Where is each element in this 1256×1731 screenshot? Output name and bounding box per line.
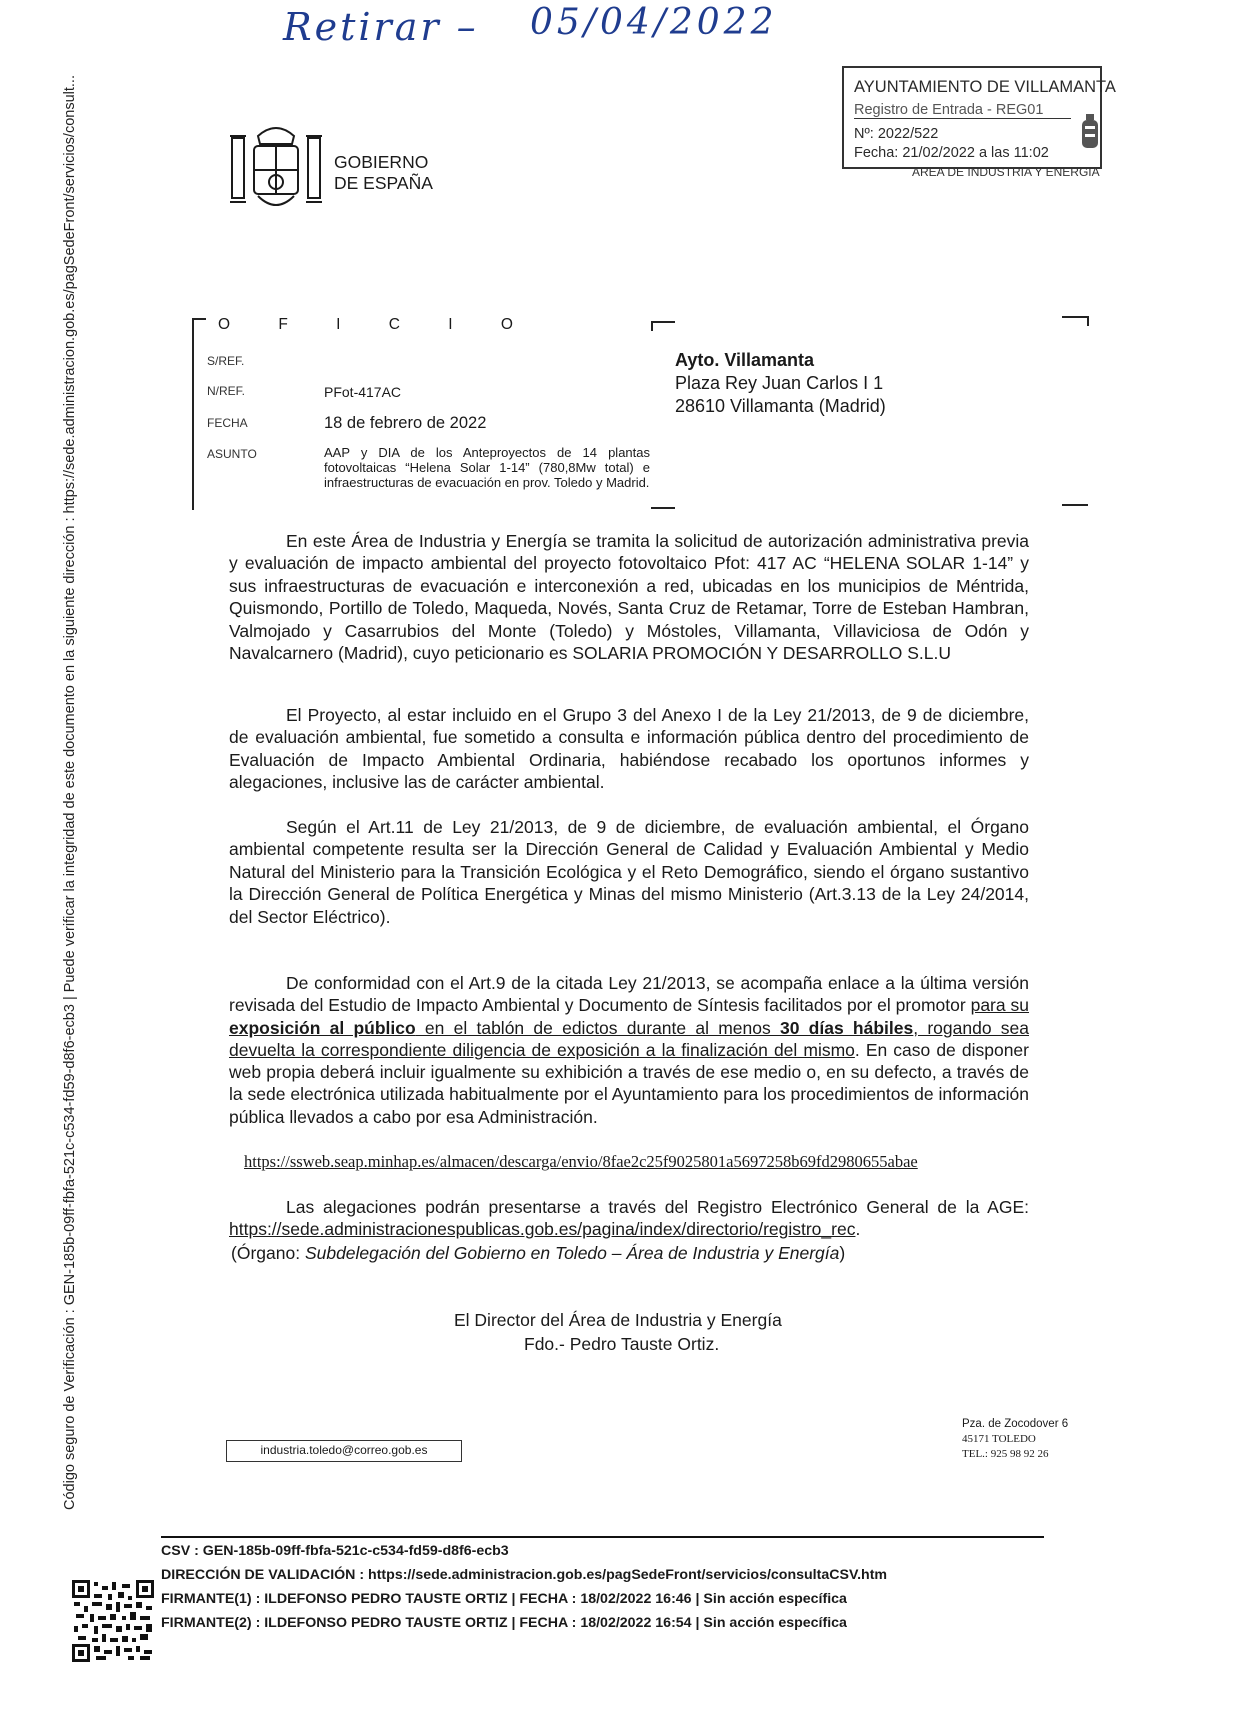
logo-line2: DE ESPAÑA [334,173,433,193]
recipient-bracket-bl [651,507,675,509]
oficio-bracket-top [192,318,206,320]
organo-close: ) [839,1243,846,1263]
fecha-value: 18 de febrero de 2022 [324,414,487,432]
fecha-label: FECHA [207,416,248,430]
asunto-value: AAP y DIA de los Anteproyectos de 14 plantas fotovoltaicas “Helena Solar 1-14” (780,8Mw total) e infraestructuras de evacuación en prov. Toledo y Madrid. [324,445,650,491]
sref-label: S/REF. [207,354,245,368]
address-line1: Pza. de Zocodover 6 [962,1418,1069,1430]
paragraph-2: El Proyecto, al estar incluido en el Grupo 3 del Anexo I de la Ley 21/2013, de 9 de diciembre, de evaluación ambiental, fue sometido a consulta e información pública dentro del procedimiento de Evaluación de Impacto Ambiental Ordinaria, habiéndose recabado los oportunos informes y alegaciones, inclusive las de carácter ambiental. [229,705,1029,793]
p4-underlined-2: en el tablón de edictos durante al menos [415,1017,780,1038]
svg-text:05/04/2022: 05/04/2022 [530,2,775,43]
organo-name: Subdelegación del Gobierno en Toledo – Área de Industria y Energía [304,1243,840,1263]
email-box [226,1440,462,1462]
verification-sidebar-text: Código seguro de Verificación : GEN-185b-09ff-fbfa-521c-c534-fd59-d8f6-ecb3 | Puede verificar la integridad de este documento en la siguiente dirección : https://sede.administracion.gob.es/pagSedeFront/servicios/consult... [62,75,78,1510]
p4-bold-exposicion: exposición al público [229,1017,416,1038]
organo-line [231,1243,845,1264]
stamp-shield-icon [1080,112,1100,154]
p5-end: . [855,1219,861,1240]
p4-intro: De conformidad con el Art.9 de la citada Ley 21/2013, se acompaña enlace a la última versión revisada del Estudio de Impacto Ambiental y Documento de Síntesis facilitados por el promotor [229,973,1029,1016]
stamp-area: AREA DE INDUSTRIA Y ENERGIA [912,168,1100,178]
paragraph-1: En este Área de Industria y Energía se tramita la solicitud de autorización administrativa previa y evaluación de impacto ambiental del proyecto fotovoltaico Pfot: 417 AC “HELENA SOLAR 1-14” y sus infraestructuras de evacuación e interconexión a red, ubicadas en los municipios de Méntrida, Quismondo, Portillo de Toledo, Maqueda, Novés, Santa Cruz de Retamar, Torre de Esteban Hambran, Valmojado y Casarrubios del Monte (Toledo) y Móstoles, Villamanta, Villaviciosa de Odón y Navalcarnero (Madrid), cuyo peticionario es SOLARIA PROMOCIÓN Y DESARROLLO S.L.U [229,531,1029,664]
recipient-bracket-tl-v [651,321,653,331]
footer-rule [161,1536,1044,1538]
recipient-bracket-tl-h [651,321,675,323]
p5-text: Las alegaciones podrán presentarse a través del Registro Electrónico General de la AGE: [286,1197,1029,1217]
registry-stamp [842,66,1116,169]
footer-firmante2: FIRMANTE(2) : ILDEFONSO PEDRO TAUSTE ORTIZ | FECHA : 18/02/2022 16:54 | Sin acción específica [161,1615,847,1631]
handwritten-note [275,2,775,61]
government-logo-text [334,152,433,194]
registro-link[interactable]: https://sede.administracionespublicas.gob.es/pagina/index/directorio/registro_rec [229,1219,856,1240]
oficio-bracket-left [192,318,194,510]
nref-label: N/REF. [207,384,246,398]
coat-of-arms-icon [228,118,324,224]
p4-bold-30-dias: 30 días hábiles [779,1017,914,1038]
download-link[interactable]: https://ssweb.seap.minhap.es/almacen/descarga/envio/8fae2c25f9025801a5697258b69fd2980655abae [244,1152,918,1171]
organo-open: (Órgano: [231,1243,305,1263]
recipient-bracket-tr-v [1087,316,1089,326]
address-tel: TEL.: 925 98 92 26 [962,1448,1049,1460]
oficio-title: O F I C I O [218,316,535,333]
p4-underlined-3: , rogando sea devuelta la correspondiente diligencia de exposición a la finalización del mismo [229,1017,1029,1060]
recipient-name: Ayto. Villamanta [675,350,815,370]
recipient-bracket-tr-h [1062,316,1088,318]
footer-direccion: DIRECCIÓN DE VALIDACIÓN : https://sede.administracion.gob.es/pagSedeFront/servicios/consultaCSV.htm [161,1567,888,1583]
stamp-numero: Nº: 2022/522 [854,126,939,142]
qr-code-icon [72,1580,154,1662]
asunto-label: ASUNTO [207,447,257,461]
paragraph-5 [229,1196,1029,1241]
recipient-bracket-br [1062,504,1088,506]
footer-firmante1: FIRMANTE(1) : ILDEFONSO PEDRO TAUSTE ORTIZ | FECHA : 18/02/2022 16:46 | Sin acción específica [161,1591,847,1607]
email-text: industria.toledo@correo.gob.es [260,1443,428,1457]
recipient-city: 28610 Villamanta (Madrid) [675,396,886,416]
stamp-registro: Registro de Entrada - REG01 [854,102,1071,119]
handwritten-note-graphic [275,2,775,52]
p4-rest: . En caso de disponer web propia deberá incluir igualmente su exhibición a través de ese medio o, en su defecto, a través de la sede electrónica utilizada habitualmente por el Ayuntamiento para los procedimientos de información pública llevados a cabo por esa Administración. [229,1039,1029,1127]
signature-title: El Director del Área de Industria y Energía [454,1310,782,1330]
address-line2: 45171 TOLEDO [962,1433,1036,1445]
paragraph-3: Según el Art.11 de Ley 21/2013, de 9 de diciembre, de evaluación ambiental, el Órgano ambiental competente resulta ser la Dirección General de Calidad y Evaluación Ambiental y Medio Natural del Ministerio para la Transición Ecológica y el Reto Demográfico, siendo el órgano sustantivo la Dirección General de Política Energética y Minas del mismo Ministerio (Art.3.13 de la Ley 24/2014, del Sector Eléctrico). [229,817,1029,927]
stamp-fecha: Fecha: 21/02/2022 a las 11:02 [854,145,1049,161]
p4-underlined-1: para su [970,995,1029,1016]
paragraph-4 [229,972,1029,1128]
svg-text:Retirar –: Retirar – [283,5,479,49]
stamp-title: AYUNTAMIENTO DE VILLAMANTA [854,78,1116,96]
logo-line1: GOBIERNO [334,152,429,172]
nref-value: PFot-417AC [324,384,402,400]
government-logo [228,118,324,224]
footer-csv: CSV : GEN-185b-09ff-fbfa-521c-c534-fd59-d8f6-ecb3 [161,1543,509,1559]
signature-name: Fdo.- Pedro Tauste Ortiz. [524,1334,720,1354]
recipient-address: Plaza Rey Juan Carlos I 1 [675,373,884,393]
